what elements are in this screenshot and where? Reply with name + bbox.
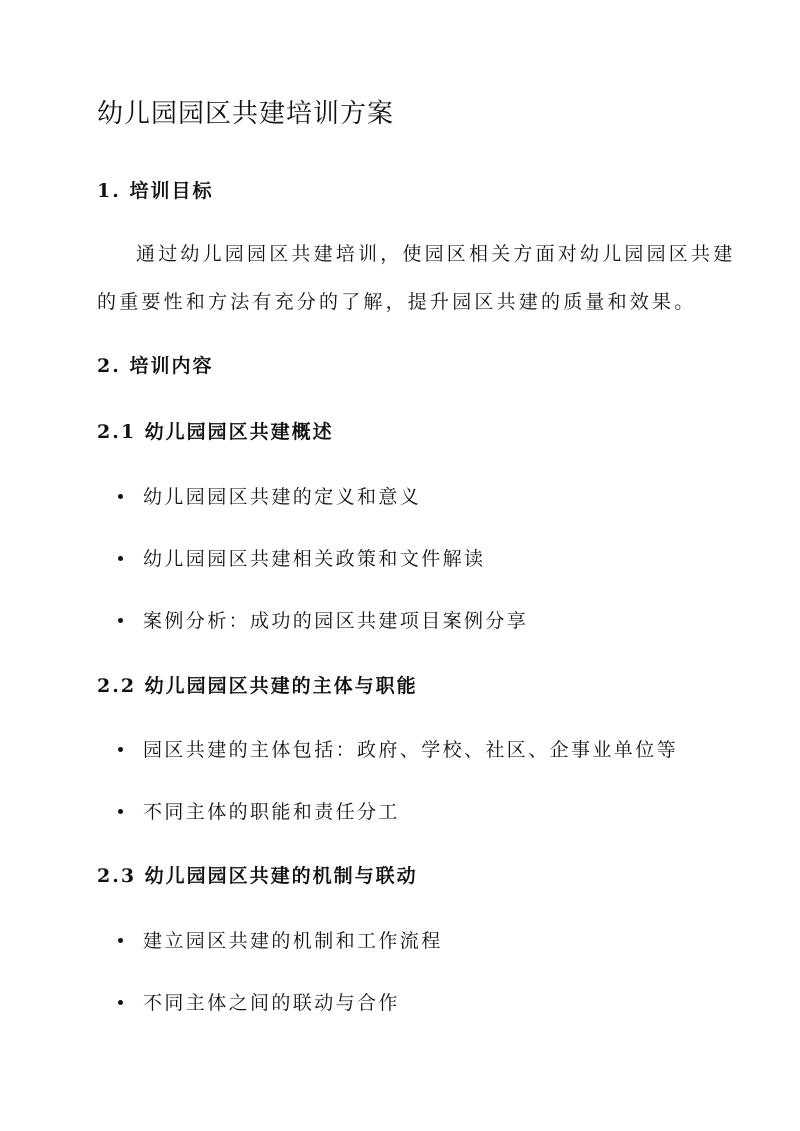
list-item (118, 797, 400, 824)
list-item (118, 482, 421, 509)
list-item-text: 建立园区共建的机制和工作流程 (143, 930, 443, 952)
bullet-icon (118, 809, 123, 814)
bullet-icon (118, 747, 123, 752)
list-item-text: 园区共建的主体包括：政府、学校、社区、企事业单位等 (143, 739, 679, 761)
subsection-heading-2-1: 2.1 幼儿园园区共建概述 (97, 421, 334, 443)
list-item (118, 606, 528, 633)
list-item-text: 案例分析：成功的园区共建项目案例分享 (143, 610, 529, 632)
subsection-heading-2-3: 2.3 幼儿园园区共建的机制与联动 (97, 865, 418, 887)
list-item-text: 不同主体之间的联动与合作 (143, 992, 400, 1014)
list-item-text: 幼儿园园区共建的定义和意义 (143, 486, 422, 508)
bullet-icon (118, 556, 123, 561)
list-item (118, 988, 400, 1015)
list-item (118, 926, 443, 953)
bullet-icon (118, 618, 123, 623)
goals-paragraph-line-2: 的重要性和方法有充分的了解，提升园区共建的质量和效果。 (97, 291, 697, 313)
list-item (118, 735, 678, 762)
document-title: 幼儿园园区共建培训方案 (97, 99, 395, 129)
bullet-icon (118, 1000, 123, 1005)
list-item-text: 幼儿园园区共建相关政策和文件解读 (143, 548, 486, 570)
subsection-heading-2-2: 2.2 幼儿园园区共建的主体与职能 (97, 675, 418, 697)
bullet-icon (118, 494, 123, 499)
section-heading-training-content: 2. 培训内容 (97, 355, 214, 377)
bullet-icon (118, 938, 123, 943)
list-item (118, 544, 485, 571)
list-item-text: 不同主体的职能和责任分工 (143, 801, 400, 823)
goals-paragraph-line-1: 通过幼儿园园区共建培训，使园区相关方面对幼儿园园区共建 (136, 243, 736, 265)
section-heading-training-goals: 1. 培训目标 (97, 180, 214, 202)
